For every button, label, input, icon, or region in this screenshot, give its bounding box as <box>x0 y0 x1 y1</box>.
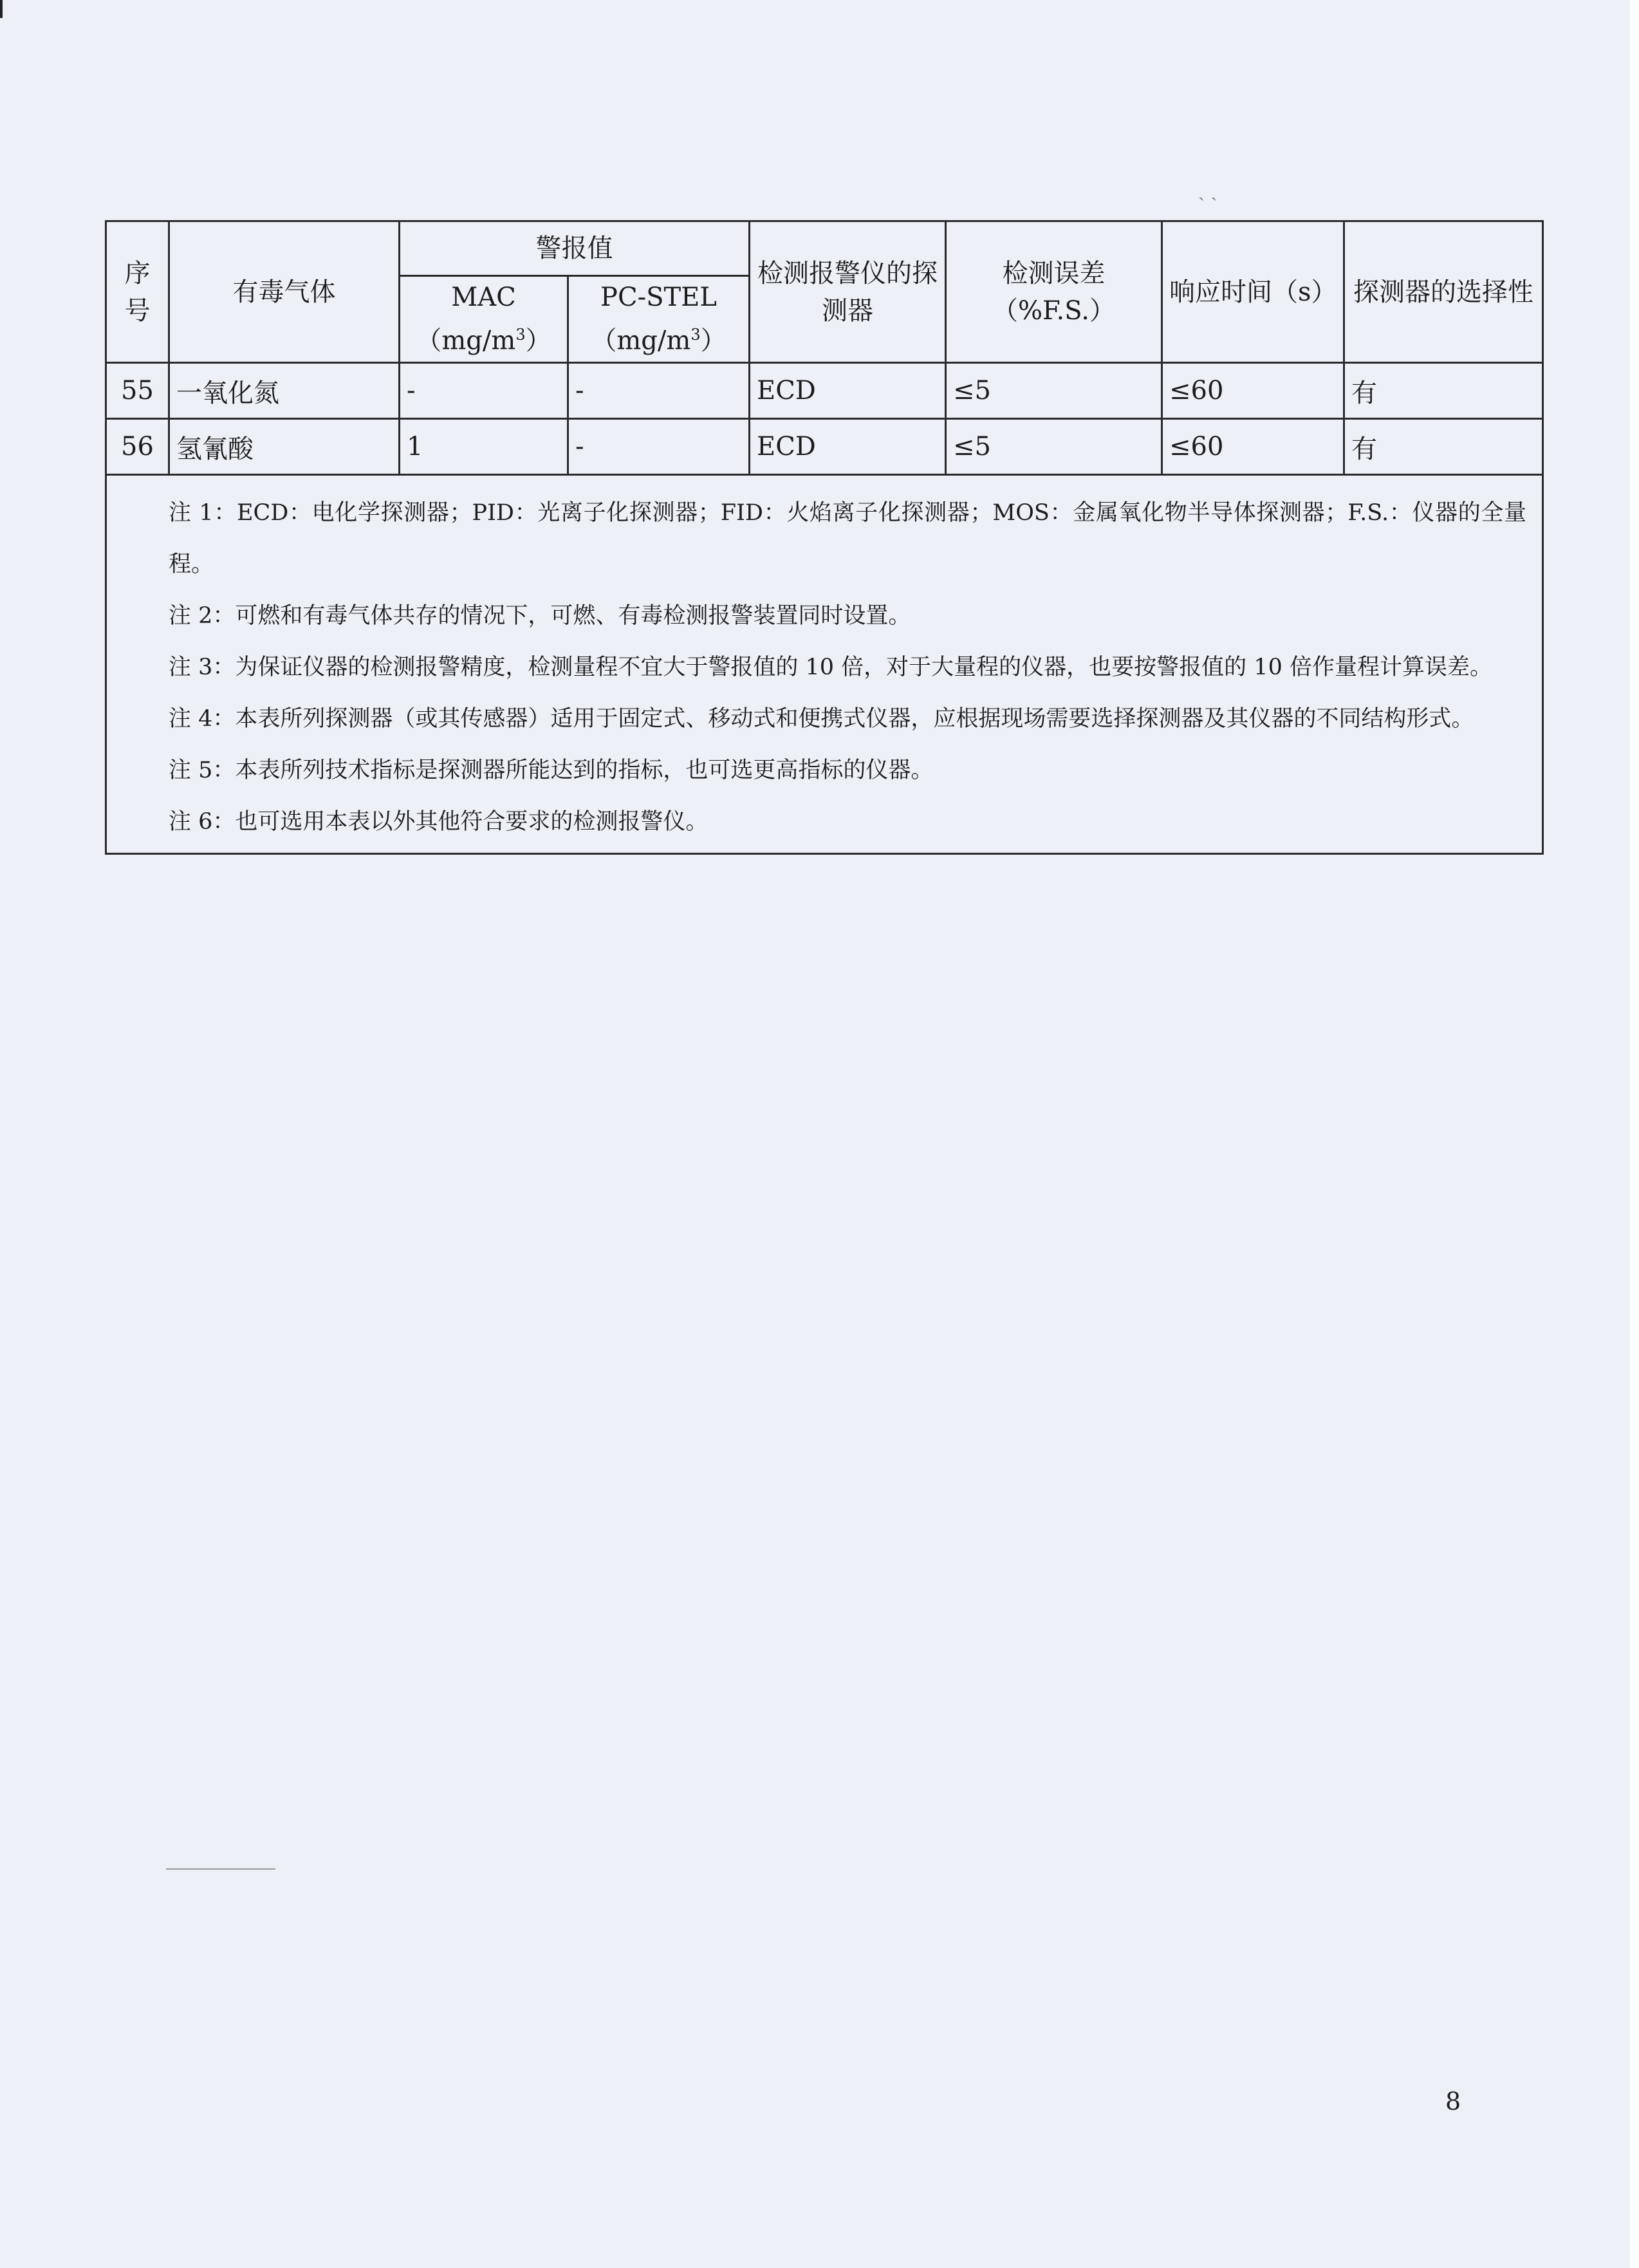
header-mac-unit: $(mg/m^3)$ <box>416 326 551 356</box>
row-detector: ECD <box>750 419 946 475</box>
row-seq: 56 <box>106 419 169 475</box>
note-5: 注 5：本表所列技术指标是探测器所能达到的指标，也可选更高指标的仪器。 <box>169 758 934 783</box>
header-pcstel-label: PC-STEL <box>600 283 717 313</box>
note-6: 注 6：也可选用本表以外其他符合要求的检测报警仪。 <box>169 809 708 835</box>
note-4: 注 4：本表所列探测器（或其传感器）适用于固定式、移动式和便携式仪器，应根据现场需要选择探测器及其仪器的不同结构形式。 <box>169 706 1474 732</box>
row-seq: 55 <box>106 363 169 419</box>
header-mac-label: MAC <box>451 283 516 313</box>
row-selectivity: 有 <box>1344 363 1543 419</box>
header-selectivity: 探测器的选择性 <box>1344 221 1543 363</box>
row-pcstel: - <box>568 419 750 475</box>
row-gas: 一氧化氮 <box>169 363 400 419</box>
row-pcstel: - <box>568 363 750 419</box>
row-mac: - <box>400 363 568 419</box>
header-detector: 检测报警仪的探测器 <box>750 221 946 363</box>
table-row <box>106 419 1543 475</box>
row-selectivity: 有 <box>1344 419 1543 475</box>
row-error: ≤5 <box>946 419 1162 475</box>
scan-page-edge <box>1630 0 1639 2268</box>
notes-cell <box>106 475 1543 854</box>
table-row <box>106 363 1543 419</box>
note-3: 注 3：为保证仪器的检测报警精度，检测量程不宜大于警报值的 10 倍，对于大量程的仪器，也要按警报值的 10 倍作量程计算误差。 <box>169 655 1492 680</box>
row-mac: 1 <box>400 419 568 475</box>
scan-speck: ˎ ˏ <box>1198 179 1218 201</box>
row-gas: 氢氰酸 <box>169 419 400 475</box>
row-error: ≤5 <box>946 363 1162 419</box>
row-detector: ECD <box>750 363 946 419</box>
header-error-unit: （%F.S.） <box>992 295 1115 326</box>
toxic-gas-detector-table <box>105 220 1544 855</box>
header-alarm-value: 警报值 <box>400 221 750 276</box>
header-seq: 序号 <box>106 221 169 363</box>
page-number: 8 <box>1445 2087 1461 2115</box>
note-2: 注 2：可燃和有毒气体共存的情况下，可燃、有毒检测报警装置同时设置。 <box>169 603 911 629</box>
header-error-label: 检测误差 <box>1002 258 1106 288</box>
short-divider <box>166 1868 275 1870</box>
header-row-1 <box>106 221 1543 276</box>
header-error <box>946 221 1162 363</box>
note-1: 注 1：ECD：电化学探测器；PID：光离子化探测器；FID：火焰离子化探测器；MOS：金属氧化物半导体探测器；F.S.：仪器的全量程。 <box>169 500 1526 577</box>
row-response: ≤60 <box>1162 363 1344 419</box>
header-pcstel-unit: $(mg/m^3)$ <box>591 326 727 356</box>
notes-row <box>106 475 1543 854</box>
scan-mark <box>0 0 3 18</box>
header-pcstel <box>568 276 750 363</box>
row-response: ≤60 <box>1162 419 1344 475</box>
header-mac <box>400 276 568 363</box>
header-gas: 有毒气体 <box>169 221 400 363</box>
header-response: 响应时间（s） <box>1162 221 1344 363</box>
